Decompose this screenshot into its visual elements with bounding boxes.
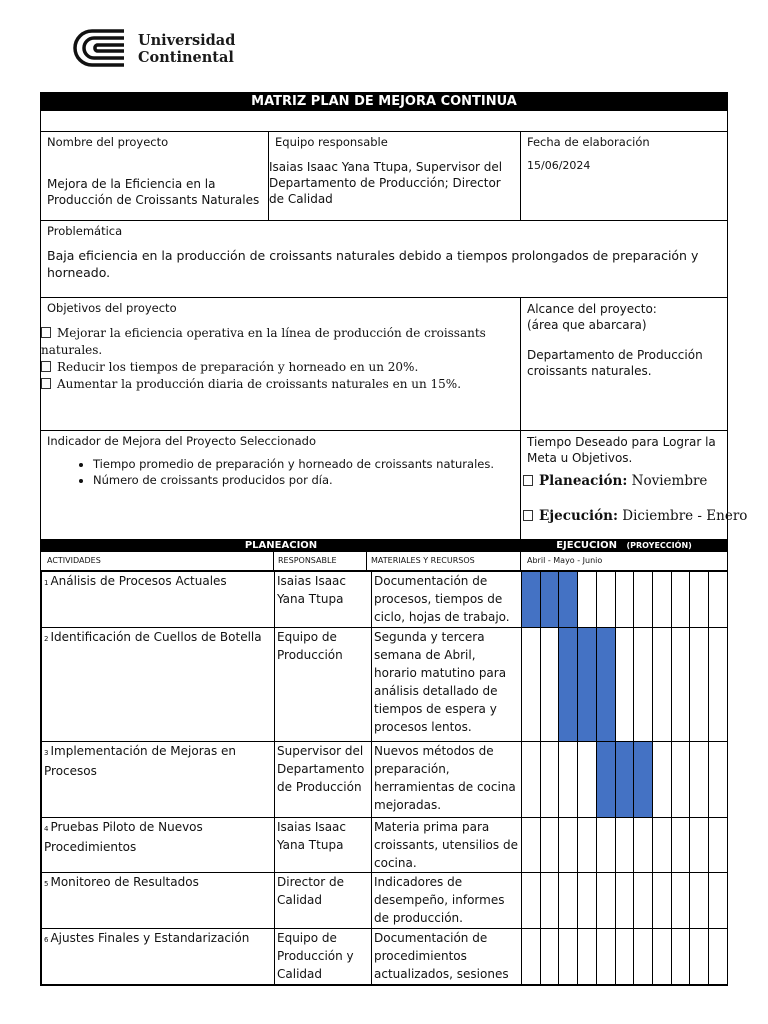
checkbox-icon [523,510,533,521]
gantt-cell [653,742,672,818]
gantt-cell [709,742,728,818]
gantt-cell [559,929,578,985]
gantt-cell-active [559,628,578,742]
activity-cell [42,628,275,742]
col-activities: ACTIVIDADES [41,552,274,570]
plan-row [42,742,728,818]
improvement-matrix [40,92,748,986]
activity-cell [42,818,275,873]
date-cell [521,132,727,220]
execution-head: EJECUCION [556,540,617,551]
plan-section-head [41,539,727,552]
date-value: 15/06/2024 [527,159,591,172]
gantt-cell [522,818,541,873]
activity-number: 4 [44,825,49,833]
plan-row [42,873,728,929]
activity-cell [42,742,275,818]
activity-name: Ajustes Finales y Estandarización [50,931,250,945]
gantt-cell [578,572,597,628]
indicators-label: Indicador de Mejora del Proyecto Seleccionado [47,434,317,448]
gantt-cell [540,873,559,929]
activity-number: 6 [44,936,49,944]
scope-sub: (área que abarcara) [527,318,647,332]
logo-line-2: Continental [138,49,234,66]
indicators-cell [41,431,521,539]
gantt-cell [578,929,597,985]
responsible-cell: Isaias Isaac Yana Ttupa [275,572,372,628]
indicator-item: • Número de croissants producidos por día. [93,472,514,488]
activity-number: 1 [44,579,49,587]
gantt-cell [578,742,597,818]
gantt-cell [634,929,653,985]
problem-text: Baja eficiencia en la producción de croissants naturales debido a tiempos prolongados de preparación y horneado. [47,248,699,280]
col-months: Abril - Mayo - Junio [527,556,603,565]
execution-head-group [521,539,727,552]
gantt-cell [615,628,634,742]
objective-item: Mejorar la eficiencia operativa en la línea de producción de croissants naturales. [41,326,486,357]
gantt-cell [634,628,653,742]
scope-value: Departamento de Producción croissants naturales. [527,348,703,378]
gantt-cell [634,572,653,628]
gantt-cell [596,818,615,873]
gantt-cell [540,818,559,873]
gantt-cell [559,742,578,818]
planning-line: Planeación: Noviembre [523,473,707,490]
logo-mark-icon [76,28,126,68]
problem-cell [41,221,727,297]
objectives-list [41,325,514,393]
gantt-cell [709,818,728,873]
gantt-cell-active [634,742,653,818]
spacer-row [41,111,727,132]
gantt-cell [634,818,653,873]
gantt-cell [596,572,615,628]
gantt-cell-active [522,572,541,628]
activity-cell [42,929,275,985]
gantt-cell [709,929,728,985]
gantt-cell [709,572,728,628]
gantt-cell [522,873,541,929]
objectives-row [41,298,727,431]
activity-name: Análisis de Procesos Actuales [50,574,227,588]
logo-text [138,32,236,66]
gantt-cell [653,572,672,628]
gantt-cell-active [540,572,559,628]
gantt-cell [671,818,690,873]
problem-row [41,221,727,298]
objectives-label: Objetivos del proyecto [47,301,177,315]
activity-number: 2 [44,635,49,643]
col-responsible: RESPONSABLE [274,552,367,570]
responsible-cell: Supervisor del Departamento de Producción [275,742,372,818]
logo-line-1: Universidad [138,32,236,49]
project-name-cell [41,132,269,220]
planning-head: PLANEACION [244,540,318,551]
team-value: Isaias Isaac Yana Ttupa, Supervisor del Departamento de Producción; Director de Calidad [269,160,503,206]
gantt-cell [540,742,559,818]
activity-cell [42,572,275,628]
objective-item: Aumentar la producción diaria de croissants naturales en un 15%. [41,376,508,393]
materials-cell: Nuevos métodos de preparación, herramientas de cocina mejoradas. [372,742,522,818]
gantt-cell [709,873,728,929]
gantt-cell [690,873,709,929]
gantt-cell [540,628,559,742]
gantt-cell [634,873,653,929]
gantt-cell [522,929,541,985]
document-title: MATRIZ PLAN DE MEJORA CONTINUA [41,93,727,111]
col-materials: MATERIALES Y RECURSOS [367,552,521,570]
gantt-cell [690,818,709,873]
plan-row [42,818,728,873]
materials-cell: Materia prima para croissants, utensilios de cocina. [372,818,522,873]
team-label: Equipo responsable [275,135,388,149]
project-info-row [41,132,727,221]
gantt-cell [653,929,672,985]
activity-number: 3 [44,749,49,757]
gantt-cell [578,818,597,873]
objectives-cell [41,298,521,430]
gantt-cell [522,742,541,818]
gantt-cell [615,873,634,929]
execution-line: Ejecución: Diciembre - Enero [523,508,747,525]
gantt-cell [671,929,690,985]
gantt-cell [578,873,597,929]
gantt-cell [540,929,559,985]
scope-label: Alcance del proyecto: [527,302,657,316]
indicators-row [41,431,748,539]
target-time-cell [521,431,748,539]
plan-row [42,572,728,628]
gantt-cell [690,742,709,818]
checkbox-icon [523,475,533,486]
gantt-cell-active [596,742,615,818]
gantt-cell [690,572,709,628]
gantt-cell-active [596,628,615,742]
team-cell [269,132,521,220]
activity-name: Pruebas Piloto de Nuevos Procedimientos [44,820,203,854]
checkbox-icon [41,327,51,338]
checkbox-icon [41,378,51,389]
gantt-cell [559,873,578,929]
university-logo [76,28,236,70]
time-label: Tiempo Deseado para Lograr la Meta u Objetivos. [527,435,716,465]
gantt-cell [671,628,690,742]
gantt-cell [653,873,672,929]
scope-cell [521,298,727,430]
gantt-cell [709,628,728,742]
date-label: Fecha de elaboración [527,135,650,149]
gantt-cell [653,818,672,873]
gantt-cell [596,929,615,985]
gantt-cell [671,742,690,818]
project-name-value: Mejora de la Eficiencia en la Producción de Croissants Naturales [47,177,260,207]
gantt-cell [596,873,615,929]
gantt-cell [522,628,541,742]
gantt-cell-active [578,628,597,742]
gantt-cell [653,628,672,742]
plan-table [41,571,728,985]
project-name-label: Nombre del proyecto [47,135,169,149]
gantt-cell [615,572,634,628]
materials-cell: Documentación de procesos, tiempos de ciclo, hojas de trabajo. [372,572,522,628]
activity-name: Identificación de Cuellos de Botella [50,630,262,644]
responsible-cell: Equipo de Producción y Calidad [275,929,372,985]
gantt-cell-active [559,572,578,628]
responsible-cell: Director de Calidad [275,873,372,929]
materials-cell: Segunda y tercera semana de Abril, horario matutino para análisis detallado de tiempos de espera y procesos lentos. [372,628,522,742]
materials-cell: Documentación de procedimientos actualizados, sesiones [372,929,522,985]
gantt-cell [671,873,690,929]
activity-name: Monitoreo de Resultados [50,875,199,889]
activity-name: Implementación de Mejoras en Procesos [44,744,237,778]
gantt-cell-active [615,742,634,818]
plan-row [42,929,728,985]
checkbox-icon [41,361,51,372]
gantt-cell [671,572,690,628]
indicators-list [47,456,514,488]
gantt-cell [690,929,709,985]
plan-columns-header [41,552,727,571]
plan-row [42,628,728,742]
responsible-cell: Equipo de Producción [275,628,372,742]
objective-item: Reducir los tiempos de preparación y horneado en un 20%. [41,359,508,376]
problem-label: Problemática [47,224,123,238]
gantt-cell [615,818,634,873]
indicator-item: • Tiempo promedio de preparación y horneado de croissants naturales. [93,456,514,472]
activity-number: 5 [44,880,49,888]
activity-cell [42,873,275,929]
projection-head: (PROYECCIÓN) [626,541,692,550]
responsible-cell: Isaias Isaac Yana Ttupa [275,818,372,873]
gantt-cell [615,929,634,985]
materials-cell: Indicadores de desempeño, informes de producción. [372,873,522,929]
gantt-cell [559,818,578,873]
gantt-cell [690,628,709,742]
